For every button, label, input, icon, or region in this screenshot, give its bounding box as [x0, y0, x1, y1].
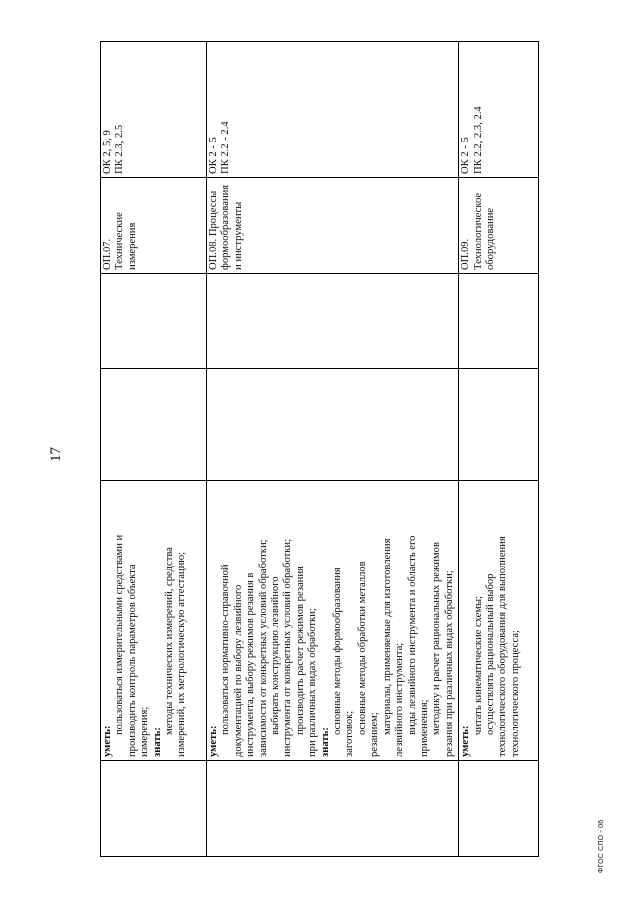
page-number: 17 [48, 447, 64, 462]
competency-line: ПК 2.2 - 2.4 [220, 121, 232, 174]
competency-line: ОК 2, 5, 9 [102, 130, 113, 174]
text-line: методы технических измерений, средства [164, 547, 176, 735]
text-line: инструмента от конкретных условий обработки; [282, 538, 294, 757]
text-line: виды лезвийного инструмента и область его [406, 535, 418, 735]
footer-code: ФГОС СПО - 06 [598, 819, 605, 873]
text-line: измерения; [139, 706, 151, 757]
competency-line: ОК 2 - 5 [208, 137, 219, 174]
table-row [459, 42, 539, 857]
code-cell [459, 761, 539, 857]
description-cell [101, 481, 207, 761]
text-line: технологического процесса; [509, 630, 521, 757]
text-line: резанием; [369, 712, 381, 757]
znat-label: знать: [319, 727, 331, 757]
competency-line: ОК 2 - 5 [460, 137, 472, 174]
text-line: инструмента, выбору режимов резания в [245, 572, 257, 757]
discipline-cell: ОП.07. Технические измерения [101, 178, 207, 274]
text-line: зависимости от конкретных условий обработки; [257, 539, 269, 757]
hours-cell [101, 369, 207, 481]
text-line: выбирать конструкцию лезвийного [270, 576, 282, 735]
text-line: основные методы формообразования [332, 567, 344, 735]
text-line: методику и расчет рациональных режимов [431, 542, 443, 735]
umet-label: уметь: [102, 725, 113, 757]
znat-label: знать: [151, 727, 163, 757]
discipline-cell: ОП.09. Технологическое оборудование [459, 178, 539, 274]
text-line: документацией по выбору лезвийного [232, 584, 244, 757]
competency-table [100, 41, 539, 857]
text-line: при различных видах обработки; [307, 608, 319, 757]
table-row [101, 42, 207, 857]
code-cell [207, 761, 459, 857]
text-line: пользоваться нормативно-справочной [220, 564, 232, 735]
text-line: резания при различных видах обработки; [443, 570, 455, 757]
competencies-cell [459, 42, 539, 178]
text-line: осуществлять рациональный выбор [484, 573, 496, 735]
text-line: измерений, их метрологическую аттестацию; [176, 551, 188, 757]
competency-line: ПК 2.3, 2.5 [114, 124, 126, 174]
description-cell [459, 481, 539, 761]
competencies-cell [207, 42, 459, 178]
competencies-cell [101, 42, 207, 178]
text-line: основные методы обработки металлов [356, 561, 368, 735]
description-cell [207, 481, 459, 761]
competency-line: ПК 2.2, 2.3, 2.4 [472, 106, 484, 174]
text-line: пользоваться измерительными средствами и [114, 534, 126, 735]
code-cell [101, 761, 207, 857]
table-row [207, 42, 459, 857]
text-line: заготовок; [344, 710, 356, 757]
text-line: технологического оборудования для выполнения [497, 536, 509, 757]
umet-label: уметь: [460, 725, 472, 757]
text-line: лезвийного инструмента; [394, 642, 406, 757]
text-line: производить расчет режимов резания [294, 566, 306, 735]
hours-cell [207, 369, 459, 481]
text-line: читать кинематические схемы; [472, 595, 484, 735]
hours-cell [207, 274, 459, 369]
hours-cell [101, 274, 207, 369]
text-line: применения; [418, 699, 430, 757]
text-line: производить контроль параметров объекта [126, 564, 138, 757]
text-line: материалы, применяемые для изготовления [381, 538, 393, 735]
hours-cell [459, 369, 539, 481]
hours-cell [459, 274, 539, 369]
umet-label: уметь: [208, 725, 219, 757]
discipline-cell: ОП.08. Процессы формообразования и инструменты [207, 178, 459, 274]
